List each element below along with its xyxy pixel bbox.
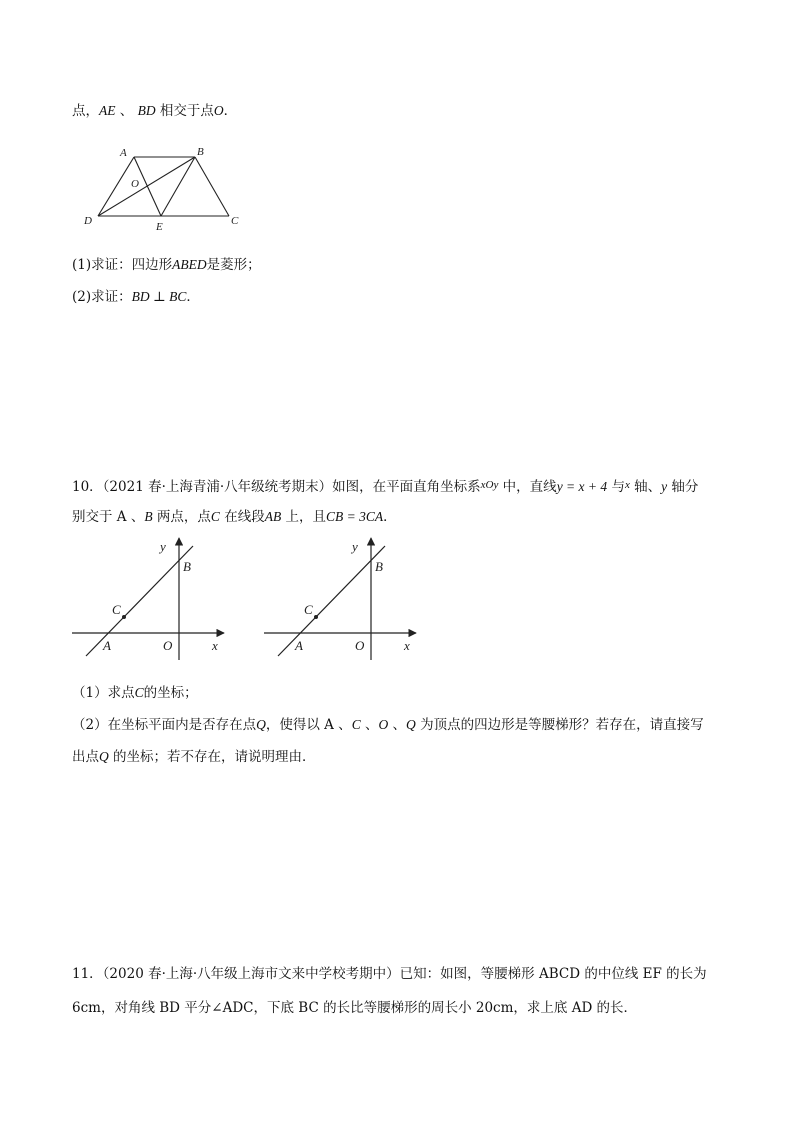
q10-part-2-text-3: 为顶点的四边形是等腰梯形？若存在，请直接写	[415, 717, 704, 733]
q10-fig2-label-x: x	[404, 638, 410, 653]
q9-part-2-text: (2)求证：	[72, 289, 132, 305]
q10-fig1-label-o: O	[163, 638, 173, 653]
q10-x-var: x	[624, 479, 630, 491]
q10-c-var: C	[210, 509, 220, 524]
q10-part-2-c: C	[351, 717, 361, 732]
q9-segment-ad	[98, 157, 134, 216]
q10-part-1	[72, 684, 198, 702]
q9-intro-text-1: 点，	[72, 103, 99, 119]
q9-intro-end: ．	[223, 103, 238, 119]
q9-intro-o: O	[213, 103, 224, 118]
q11-stem-line-2: 6cm，对角线 BD 平分∠ADC，下底 BC 的长比等腰梯形的周长小 20cm，求上底 AD 的长．	[72, 1000, 638, 1016]
q9-segment-bd	[98, 157, 195, 216]
q10-stem-line-2	[72, 508, 397, 526]
q10-xoy: xOy	[480, 479, 499, 491]
q9-label-e: E	[156, 221, 163, 233]
q10-ab-var: AB	[264, 509, 282, 524]
q10-part-2-sep-2: 、	[388, 717, 407, 733]
q10-part-2-q2: Q	[406, 717, 416, 732]
q10-fig2-label-a: A	[295, 638, 303, 653]
q10-part-2-text-4: 出点	[72, 749, 99, 765]
q10-part-2-text-5: 的坐标；若不存在，请说明理由．	[108, 749, 316, 765]
q11-stem-line-1: 11．（2020 春·上海·八年级上海市文来中学校考期中）已知：如图，等腰梯形 ABCD 的中位线 EF 的长为	[72, 966, 707, 982]
q10-coordinate-figure-1	[66, 534, 236, 664]
q9-segment-be	[161, 157, 195, 216]
q10-fig2-label-b: B	[375, 559, 383, 574]
q10-stem-text-5: 轴分	[667, 479, 699, 495]
q10-part-2-q: Q	[256, 717, 266, 732]
q9-label-b: B	[197, 146, 204, 158]
q10-fig2-label-o: O	[355, 638, 365, 653]
q10-part-1-c: C	[134, 685, 144, 700]
q10-stem-text-6: 别交于 A 、	[72, 509, 145, 525]
q10-stem-text-2: 中，直线	[498, 479, 557, 495]
q9-trapezoid-figure	[76, 142, 256, 234]
q10-fig1-label-x: x	[212, 638, 218, 653]
q10-stem-text-1: 10．（2021 春·上海青浦·八年级统考期末）如图，在平面直角坐标系	[72, 479, 481, 495]
q10-stem-end: ．	[383, 509, 397, 525]
q10-part-2-text-2: ，使得以 A 、	[265, 717, 352, 733]
q10-part-1-end: 的坐标；	[143, 685, 198, 701]
q10-fig1-label-b: B	[183, 559, 191, 574]
q10-part-2-q3: Q	[99, 749, 109, 764]
q9-part-1-math: ABED	[172, 257, 207, 272]
q9-label-o: O	[131, 178, 139, 190]
q10-stem-text-9: 上，且	[281, 509, 326, 525]
q10-part-2-line-2	[72, 748, 316, 766]
q10-part-1-text: （1）求点	[72, 685, 135, 701]
q10-coordinate-figure-2	[258, 534, 428, 664]
q10-fig2-label-y: y	[352, 539, 358, 554]
q9-part-2-math: BD ⊥ BC	[131, 289, 187, 304]
q10-ratio-equation: CB = 3CA	[326, 509, 384, 524]
q9-intro-text-2: 相交于点	[155, 103, 214, 119]
q9-intro-sep: 、	[115, 103, 138, 119]
q9-label-c: C	[231, 215, 239, 227]
q10-part-2-sep-1: 、	[360, 717, 379, 733]
q10-fig2-point-c	[314, 615, 318, 619]
q10-stem-text-7: 两点，点	[152, 509, 211, 525]
q9-part-1-end: 是菱形；	[206, 257, 261, 273]
q9-segment-bc	[195, 157, 229, 216]
q10-part-2-o: O	[378, 717, 389, 732]
q10-fig1-label-y: y	[160, 539, 166, 554]
q9-intro-bd: BD	[137, 103, 156, 118]
q10-fig1-point-c	[122, 615, 126, 619]
q10-fig2-label-c: C	[304, 602, 313, 617]
q9-part-1-text: (1)求证：四边形	[72, 257, 173, 273]
q9-label-d: D	[84, 215, 92, 227]
q10-stem-text-4: 轴、	[629, 479, 662, 495]
q10-y-var: y	[661, 479, 668, 494]
q9-label-a: A	[120, 147, 127, 159]
q10-b-var: B	[144, 509, 153, 524]
q9-part-2-end: ．	[186, 289, 200, 305]
q10-line-equation: y = x + 4	[556, 479, 608, 494]
q9-intro-ae: AE	[99, 103, 116, 118]
q10-part-2-text-1: （2）在坐标平面内是否存在点	[72, 717, 257, 733]
q10-fig1-label-a: A	[103, 638, 111, 653]
q10-stem-text-8: 在线段	[219, 509, 265, 525]
q10-part-2-line-1	[72, 716, 704, 734]
q9-part-1	[72, 256, 261, 274]
q10-stem-line-1	[72, 476, 698, 496]
q10-fig1-label-c: C	[112, 602, 121, 617]
q9-part-2	[72, 288, 200, 306]
q10-stem-text-3: 与	[607, 479, 625, 495]
q9-intro	[72, 102, 237, 120]
